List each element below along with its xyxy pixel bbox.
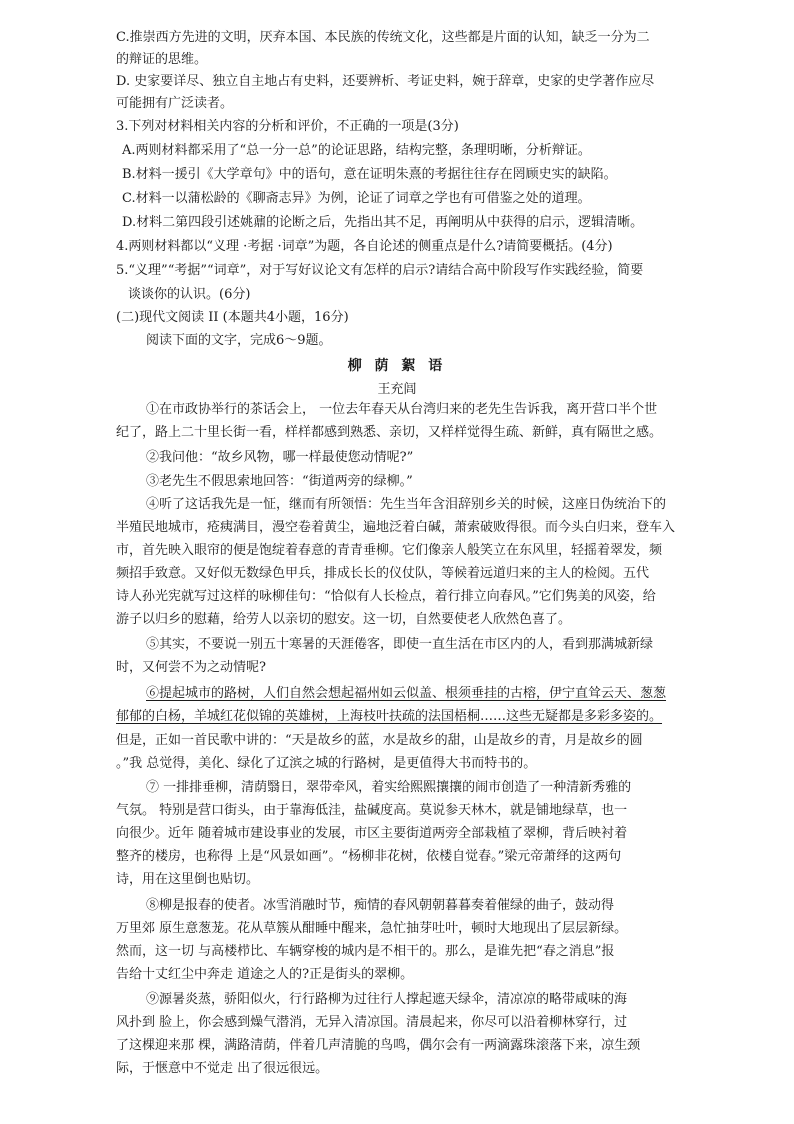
paragraph-8-line-2: 万里郊 原生意葱茏。花从草簇从酣睡中醒来，急忙抽芽吐叶，顿时大地现出了层层新绿。: [116, 921, 628, 936]
paragraph-7-line-2: 气氛。 特别是营口街头，由于靠海低洼，盐碱度高。莫说参天林木，就是铺地绿草，也一: [116, 803, 628, 818]
paragraph-7-line-1: ⑦ 一排排垂柳，清荫翳日，翠带牵风，着实给熙熙攘攘的闹市创造了一种清新秀雅的: [146, 780, 632, 795]
paragraph-7-line-4: 整齐的楼房，也称得 上是“风景如画”。“杨柳非花树，依楼自觉春。”梁元帝萧绎的这两句: [116, 849, 622, 864]
paragraph-2: ②我问他：“故乡风物，哪一样最使您动情呢?”: [146, 450, 414, 465]
paragraph-7-line-5: 诗，用在这里倒也贴切。: [116, 872, 260, 887]
paragraph-6-line-1: ⑥提起城市的路树，人们自然会想起福州如云似盖、根须垂挂的古榕，伊宁直耸云天、葱葱: [146, 686, 667, 701]
paragraph-1-line-1: ①在市政协举行的茶话会上， 一位去年春天从台湾归来的老先生告诉我，离开营口半个世: [146, 402, 658, 417]
paragraph-4-line-3: 市，首先映入眼帘的便是饱绽着春意的青青垂柳。它们像亲人般笑立在东风里，轻摇着翠发，频: [116, 543, 663, 558]
reading-instruction: 阅读下面的文字，完成6～9题。: [146, 333, 332, 348]
paragraph-8-line-4: 告给十丈红尘中奔走 道途之人的?正是街头的翠柳。: [116, 967, 414, 982]
paragraph-4-line-4: 频招手致意。又好似无数绿色甲兵，排成长长的仪仗队，等候着远道归来的主人的检阅。五代: [116, 566, 650, 581]
question-3-stem: 3.下列对材料相关内容的分析和评价，不正确的一项是(3分): [116, 119, 459, 134]
paragraph-6-line-3: 但是，正如一首民歌中讲的：“天是故乡的蓝，水是故乡的甜，山是故乡的青，月是故乡的圆: [116, 733, 643, 748]
question-3-option-d: D.材料二第四段引述姚鼐的论断之后，先指出其不足，再阐明从中获得的启示，逻辑清晰。: [122, 215, 644, 230]
paragraph-9-line-3: 了这棵迎来那 棵，满路清荫，伴着几声清脆的鸟鸣，偶尔会有一两滴露珠滚落下来，凉生颈: [116, 1038, 641, 1053]
paragraph-4-line-2: 半殖民地城市，疮痍满目，漫空卷着黄尘，遍地泛着白碱，萧索破败得很。而今头白归来，登车入: [116, 520, 676, 535]
question-3-option-a: A.两则材料都采用了“总一分一总”的论证思路，结构完整，条理明晰，分析辩证。: [122, 143, 591, 158]
paragraph-6-line-4: 。”我 总觉得，美化、绿化了辽滨之城的行路树，是更值得大书而特书的。: [116, 756, 537, 771]
question-5-line-1: 5.“义理”“考据”“词章”，对于写好议论文有怎样的启示?请结合高中阶段写作实践经验，简要: [116, 263, 644, 278]
article-author: 王充闾: [377, 382, 417, 397]
question-3-option-b: B.材料一援引《大学章句》中的语句，意在证明朱熹的考据往往存在罔顾史实的缺陷。: [122, 167, 617, 182]
section-2-heading: (二)现代文阅读 II (本题共4小题，16分): [116, 310, 349, 325]
paragraph-4-line-6: 游子以归乡的慰藉，给劳人以亲切的慰安。这一切，自然要使老人欣然色喜了。: [116, 612, 572, 627]
article-title: 柳 荫 絮 语: [347, 358, 447, 374]
paragraph-7-line-3: 向很少。近年 随着城市建设事业的发展，市区主要街道两旁全部栽植了翠柳，背后映衬着: [116, 826, 628, 841]
paragraph-9-line-1: ⑨源暑炎蒸，骄阳似火，行行路柳为过往行人撑起遮天绿伞，清凉凉的略带咸味的海: [146, 992, 628, 1007]
option-d-line-1: D. 史家要详尽、独立自主地占有史料，还要辨析、考证史料，婉于辞章，史家的史学著作应尽: [116, 74, 655, 89]
option-c-line-2: 的辩证的思维。: [116, 52, 208, 67]
paragraph-5-line-1: ⑤其实，不要说一别五十寒暑的天涯倦客，即使一直生活在市区内的人，看到那满城新绿: [146, 637, 654, 652]
question-3-option-c: C.材料一以蒲松龄的《聊斋志异》为例，论证了词章之学也有可借鉴之处的道理。: [122, 191, 591, 206]
paragraph-3: ③老先生不假思索地回答：“街道两旁的绿柳。”: [146, 474, 413, 489]
paragraph-6-line-2: 郁郁的白杨，羊城红花似锦的英雄树，上海枝叶扶疏的法国梧桐……这些无疑都是多彩多姿的。: [116, 709, 663, 724]
paragraph-8-line-1: ⑧柳是报春的使者。冰雪消融时节，痴情的春风朝朝暮暮奏着催绿的曲子，鼓动得: [146, 898, 615, 913]
paragraph-4-line-5: 诗人孙光宪就写过这样的咏柳佳句：“恰似有人长检点，着行排立向春风。”它们隽美的风姿，给: [116, 589, 656, 604]
question-4: 4.两则材料都以“义理 ·考据 ·词章”为题，各自论述的侧重点是什么?请简要概括。(4分): [116, 239, 613, 254]
paragraph-9-line-4: 际，于惬意中不觉走 出了很远很远。: [116, 1061, 329, 1076]
paragraph-9-line-2: 风扑到 脸上，你会感到燥气潜消，无异入清凉国。清晨起来，你尽可以沿着柳林穿行，过: [116, 1015, 628, 1030]
question-5-line-2: 谈谈你的认识。(6分): [128, 287, 251, 302]
paragraph-4-line-1: ④听了这话我先是一怔，继而有所领悟：先生当年含泪辞别乡关的时候，这座日伪统治下的: [146, 497, 667, 512]
option-c-line-1: C.推崇西方先进的文明，厌弃本国、本民族的传统文化，这些都是片面的认知，缺乏一分为二: [116, 30, 650, 45]
paragraph-8-line-3: 然而，这一切 与高楼栉比、车辆穿梭的城内是不相干的。那么，是谁先把“春之消息”报: [116, 944, 615, 959]
paragraph-5-line-2: 时，又何尝不为之动情呢?: [116, 660, 266, 675]
option-d-line-2: 可能拥有广泛读者。: [116, 96, 234, 111]
paragraph-1-line-2: 纪了，路上二十里长街一看，样样都感到熟悉、亲切，又样样觉得生疏、新鲜，真有隔世之感。: [116, 425, 663, 440]
